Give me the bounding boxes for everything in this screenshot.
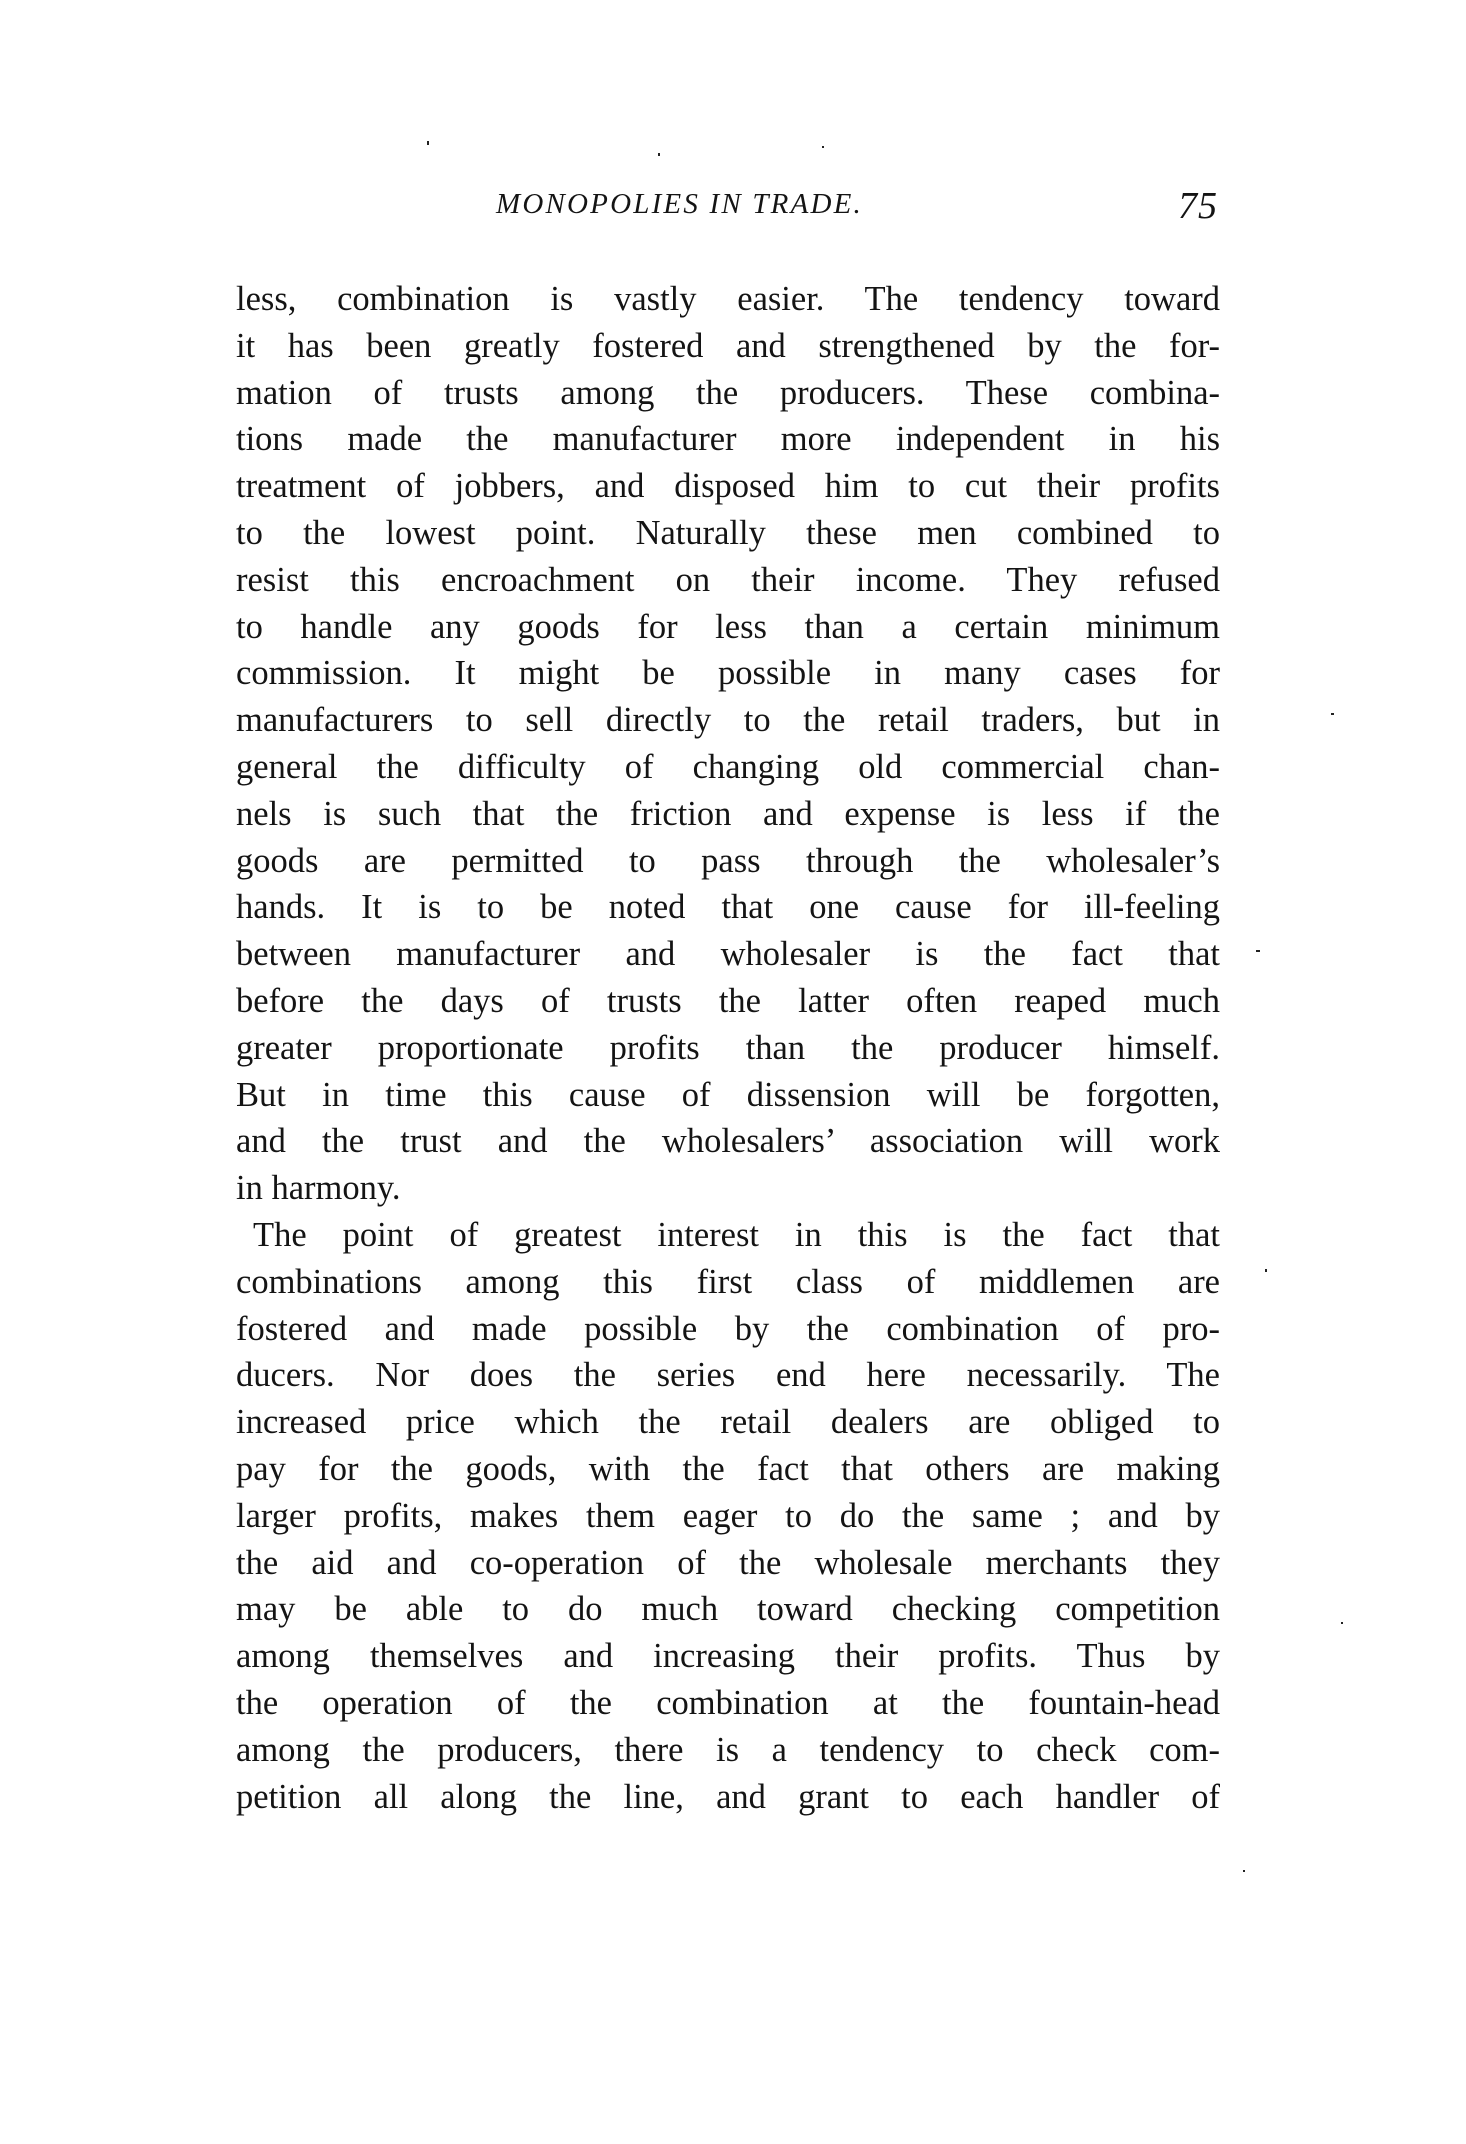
running-head xyxy=(236,182,1220,230)
paragraph-2 xyxy=(236,1212,1220,1820)
scan-speck xyxy=(1341,1622,1343,1624)
text-line: ducers. Nor does the series end here necessarily. The xyxy=(236,1356,1220,1395)
text-line: combinations among this first class of middlemen are xyxy=(236,1262,1220,1301)
scan-speck xyxy=(1331,713,1334,715)
page-number: 75 xyxy=(1178,185,1218,227)
text-line: larger profits, makes them eager to do the same ; and by xyxy=(236,1496,1220,1535)
text-line: goods are permitted to pass through the wholesaler’s xyxy=(236,841,1220,880)
text-line: manufacturers to sell directly to the retail traders, but in xyxy=(236,701,1220,740)
text-line: general the difficulty of changing old commercial chan- xyxy=(236,747,1220,786)
text-line: to handle any goods for less than a certain minimum xyxy=(236,607,1220,646)
text-line: fostered and made possible by the combination of pro- xyxy=(236,1309,1220,1348)
text-line: among themselves and increasing their profits. Thus by xyxy=(236,1637,1220,1676)
text-line: to the lowest point. Naturally these men combined to xyxy=(236,513,1220,552)
text-line: between manufacturer and wholesaler is the fact that xyxy=(236,935,1220,974)
text-line: commission. It might be possible in many cases for xyxy=(236,654,1220,693)
text-line: increased price which the retail dealers are obliged to xyxy=(236,1403,1220,1442)
text-line: treatment of jobbers, and disposed him to cut their profits xyxy=(236,467,1220,506)
scan-speck xyxy=(1265,1269,1267,1272)
text-line: among the producers, there is a tendency to check com- xyxy=(236,1730,1220,1769)
text-line: tions made the manufacturer more independent in his xyxy=(236,420,1220,459)
running-title: MONOPOLIES IN TRADE. xyxy=(496,188,864,220)
text-line: less, combination is vastly easier. The tendency toward xyxy=(236,280,1220,318)
text-line: in harmony. xyxy=(236,1169,401,1208)
scan-speck xyxy=(658,153,660,156)
scan-speck xyxy=(1243,1870,1245,1872)
text-line: nels is such that the friction and expense is less if the xyxy=(236,794,1220,833)
text-line: hands. It is to be noted that one cause for ill-feeling xyxy=(236,888,1220,927)
text-line: resist this encroachment on their income. They refused xyxy=(236,560,1220,599)
text-line: But in time this cause of dissension will be forgotten, xyxy=(236,1075,1220,1114)
text-line: and the trust and the wholesalers’ association will work xyxy=(236,1122,1220,1161)
scan-speck xyxy=(822,146,824,148)
text-line: pay for the goods, with the fact that others are making xyxy=(236,1449,1220,1488)
text-line: may be able to do much toward checking competition xyxy=(236,1590,1220,1629)
text-line: it has been greatly fostered and strengthened by the for- xyxy=(236,326,1220,365)
text-line: the aid and co-operation of the wholesale merchants they xyxy=(236,1543,1220,1582)
scan-speck xyxy=(1256,950,1260,952)
paragraph-1 xyxy=(236,276,1220,1212)
text-line: the operation of the combination at the fountain-head xyxy=(236,1683,1220,1722)
text-line: greater proportionate profits than the producer himself. xyxy=(236,1028,1220,1067)
text-line: petition all along the line, and grant to each handler of xyxy=(236,1777,1220,1816)
scan-speck xyxy=(427,141,429,145)
text-line: before the days of trusts the latter often reaped much xyxy=(236,981,1220,1020)
text-line: The point of greatest interest in this is the fact that xyxy=(253,1215,1220,1254)
text-line: mation of trusts among the producers. These combina- xyxy=(236,373,1220,412)
body-text xyxy=(236,276,1220,1820)
